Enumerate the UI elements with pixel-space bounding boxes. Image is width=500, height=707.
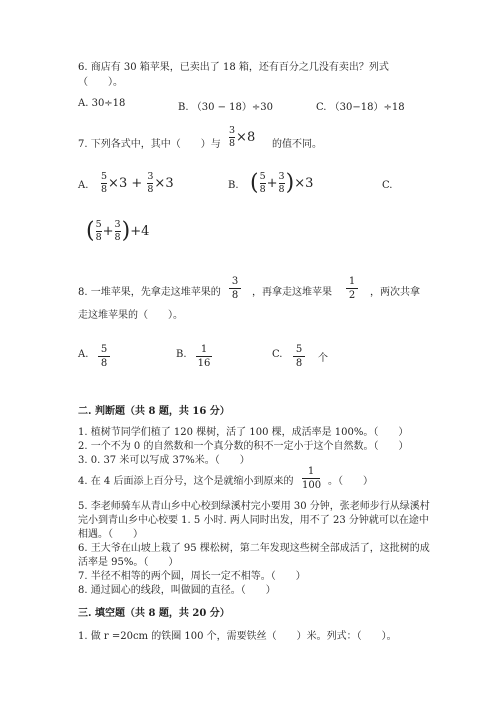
q7-option-c-label: C. <box>382 180 393 191</box>
judge-item-6-line2: 活率是 95%。（ ） <box>78 557 179 568</box>
fraction: $\frac{3}{8}$ <box>229 125 236 149</box>
q6-answer-blank: （ ）。 <box>78 77 123 88</box>
q8-option-a-fraction: 5 8 <box>98 344 110 369</box>
judge-item-5-line3: 相遇。（ ） <box>78 529 143 540</box>
q7-stem-after: 的值不同。 <box>272 139 322 150</box>
section2-title: 二. 判断题（共 8 题，共 16 分） <box>78 406 230 417</box>
q8-option-c-unit: 个 <box>318 353 328 364</box>
judge-item-4-before: 4. 在 4 后面添上百分号，这个是就缩小到原来的 <box>78 476 294 487</box>
judge-item-5-line1: 5. 李老师骑车从青山乡中心校到绿溪村完小要用 30 分钟，张老师步行从绿溪村 <box>78 501 430 512</box>
q6-option-a: A. 30÷18 <box>78 98 126 109</box>
q6-option-b: B. （30 − 18）÷30 <box>178 102 273 113</box>
q7-option-c-expression: ( $\frac{5}{8}$ + $\frac{3}{8}$ )+4 <box>86 218 150 244</box>
judge-item-3: 3. 0. 37 米可以写成 37%米。（ ） <box>78 455 250 466</box>
q8-stem-line2: 走这堆苹果的（ ）。 <box>78 310 183 321</box>
q8-option-b-fraction: 1 16 <box>197 344 211 369</box>
q8-option-a-label: A. <box>78 349 89 360</box>
judge-item-7: 7. 半径不相等的两个圆，周长一定不相等。（ ） <box>78 571 306 582</box>
judge-item-8: 8. 通过圆心的线段，叫做圆的直径。（ ） <box>78 585 276 596</box>
q8-option-c-fraction: 5 8 <box>293 344 305 369</box>
q7-option-a-label: A. <box>78 180 89 191</box>
judge-item-6-line1: 6. 王大爷在山坡上栽了 95 棵松树，第二年发现这些树全部成活了，这批树的成 <box>78 543 430 554</box>
judge-item-4-fraction: 1 100 <box>302 466 322 491</box>
q8-fraction-2: 1 2 <box>346 276 358 301</box>
q8-stem-part2: ，再拿走这堆苹果 <box>252 287 332 298</box>
q8-fraction-1: 3 8 <box>229 276 241 301</box>
q7-option-a-expression: $\frac{5}{8}$ ×3 + $\frac{3}{8}$ ×3 <box>101 171 174 195</box>
q7-stem-expression: $\frac{3}{8}$ ×8 <box>229 125 256 149</box>
judge-item-4-after: 。（ ） <box>328 476 373 487</box>
q8-stem-part1: 8. 一堆苹果，先拿走这堆苹果的 <box>78 287 221 298</box>
section3-title: 三. 填空题（共 8 题，共 20 分） <box>78 608 230 619</box>
q7-option-b-label: B. <box>228 180 239 191</box>
judge-item-1: 1. 植树节同学们植了 120 棵树，活了 100 棵，成活率是 100%。（ ） <box>78 427 409 438</box>
judge-item-2: 2. 一个不为 0 的自然数和一个真分数的积不一定小于这个自然数。（ ） <box>78 441 409 452</box>
q8-option-b-label: B. <box>176 349 187 360</box>
judge-item-5-line2: 完小到青山乡中心校要 1. 5 小时. 两人同时出发，用不了 23 分钟就可以在途中 <box>78 515 429 526</box>
q6-stem: 6. 商店有 30 箱苹果，已卖出了 18 箱，还有百分之几没有卖出？列式 <box>78 62 389 73</box>
q6-option-c: C. （30−18）÷18 <box>316 102 405 113</box>
q7-option-b-expression: ( $\frac{5}{8}$ + $\frac{3}{8}$ )×3 <box>250 170 314 196</box>
q8-option-c-label: C. <box>272 349 283 360</box>
fill-item-1: 1. 做 r =20cm 的铁圈 100 个，需要铁丝（ ）米。列式：（ ）。 <box>78 631 397 642</box>
q7-stem-before: 7. 下列各式中，其中（ ）与 <box>78 139 221 150</box>
q8-stem-part3: ，两次共拿 <box>370 287 420 298</box>
